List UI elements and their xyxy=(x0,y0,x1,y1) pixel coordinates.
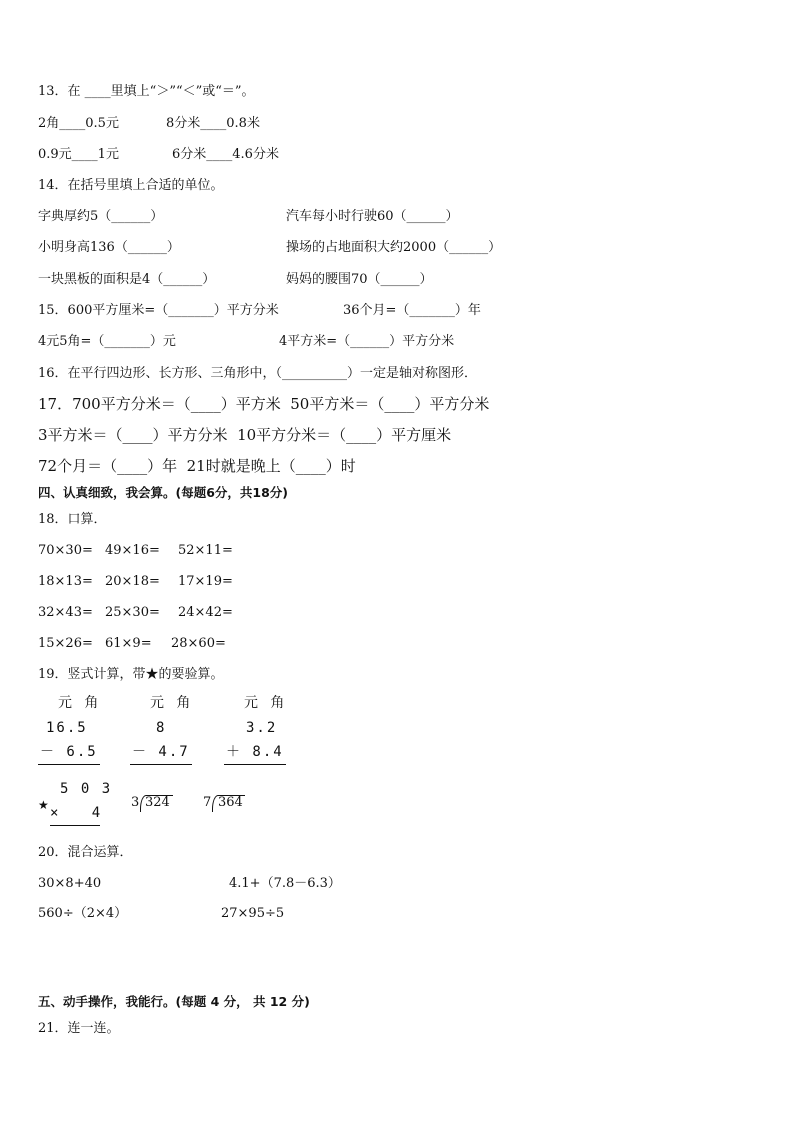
problem2-bottom: － 4.7 xyxy=(132,744,190,760)
q14-title: 14．在括号里填上合适的单位。 xyxy=(38,178,224,193)
q15-row1-a: 15．600平方厘米=（_______）平方分米 xyxy=(38,303,279,318)
q13-row1-b: 8分米____0.8米 xyxy=(166,116,260,131)
q15-row2-a: 4元5角=（_______）元 xyxy=(38,334,176,349)
q17-row2: 3平方米＝（____）平方分米 10平方分米＝（____）平方厘米 xyxy=(38,426,452,444)
q18-item: 18×13= xyxy=(38,574,93,589)
q18-item: 17×19= xyxy=(178,574,233,589)
problem3-bottom: ＋ 8.4 xyxy=(226,744,284,760)
q13-row2-a: 0.9元____1元 xyxy=(38,147,119,162)
q20-row2-b: 27×95÷5 xyxy=(221,906,285,921)
q18-item: 15×26= xyxy=(38,636,93,651)
unit-label: 元 角 xyxy=(244,695,287,711)
q20-row1-b: 4.1+（7.8－6.3） xyxy=(229,876,341,891)
problem2-rule xyxy=(130,764,192,765)
q18-item: 25×30= xyxy=(105,605,160,620)
q14-row2-a: 小明身高136（______） xyxy=(38,240,180,255)
q15-row1-b: 36个月=（_______）年 xyxy=(343,303,481,318)
multiply-bottom: × 4 xyxy=(50,805,103,821)
section5-title: 五、动手操作，我能行。(每题 4 分， 共 12 分) xyxy=(38,994,310,1009)
q14-row1-b: 汽车每小时行驶60（______） xyxy=(286,209,459,224)
section4-title: 四、认真细致，我会算。(每题6分，共18分) xyxy=(38,485,289,500)
q18-item: 24×42= xyxy=(178,605,233,620)
problem3-rule xyxy=(224,764,286,765)
q18-item: 20×18= xyxy=(105,574,160,589)
q17-row3: 72个月＝（____）年 21时就是晚上（____）时 xyxy=(38,457,356,475)
q18-item: 49×16= xyxy=(105,543,160,558)
q18-title: 18．口算． xyxy=(38,512,107,527)
division1-divisor: 3 xyxy=(131,795,140,810)
q21-title: 21．连一连。 xyxy=(38,1021,120,1036)
problem1-rule xyxy=(38,764,100,765)
q18-item: 70×30= xyxy=(38,543,93,558)
multiply-rule xyxy=(50,825,100,826)
q19-title: 19．竖式计算，带★的要验算。 xyxy=(38,667,224,682)
q13-row1-a: 2角____0.5元 xyxy=(38,116,119,131)
problem1-top: 16.5 xyxy=(46,720,88,736)
q14-row2-b: 操场的占地面积大约2000（______） xyxy=(286,240,502,255)
q13-title: 13．在 ____里填上“＞”“＜”或“＝”。 xyxy=(38,84,255,99)
q20-title: 20．混合运算． xyxy=(38,845,133,860)
q18-item: 52×11= xyxy=(178,543,233,558)
q20-row2-a: 560÷（2×4） xyxy=(38,906,128,921)
q20-row1-a: 30×8+40 xyxy=(38,876,102,891)
problem3-top: 3.2 xyxy=(246,720,278,736)
q16-text: 16．在平行四边形、长方形、三角形中，（__________）一定是轴对称图形． xyxy=(38,366,478,381)
division1-dividend: 324 xyxy=(145,795,170,810)
problem2-top: 8 xyxy=(156,720,167,736)
division2-divisor: 7 xyxy=(203,795,212,810)
q13-row2-b: 6分米____4.6分米 xyxy=(172,147,279,162)
q14-row1-a: 字典厚约5（______） xyxy=(38,209,164,224)
unit-label: 元 角 xyxy=(58,695,101,711)
q14-row3-b: 妈妈的腰围70（______） xyxy=(286,272,433,287)
problem1-bottom: － 6.5 xyxy=(40,744,98,760)
q18-item: 61×9= xyxy=(105,636,152,651)
q18-item: 28×60= xyxy=(171,636,226,651)
q18-item: 32×43= xyxy=(38,605,93,620)
unit-label: 元 角 xyxy=(150,695,193,711)
q15-row2-b: 4平方米=（______）平方分米 xyxy=(279,334,455,349)
q17-row1: 17．700平方分米＝（____）平方米 50平方米＝（____）平方分米 xyxy=(38,395,490,413)
star-icon: ★ xyxy=(38,798,49,812)
multiply-top: 5 0 3 xyxy=(60,781,113,797)
q14-row3-a: 一块黑板的面积是4（______） xyxy=(38,272,216,287)
division2-dividend: 364 xyxy=(218,795,243,810)
